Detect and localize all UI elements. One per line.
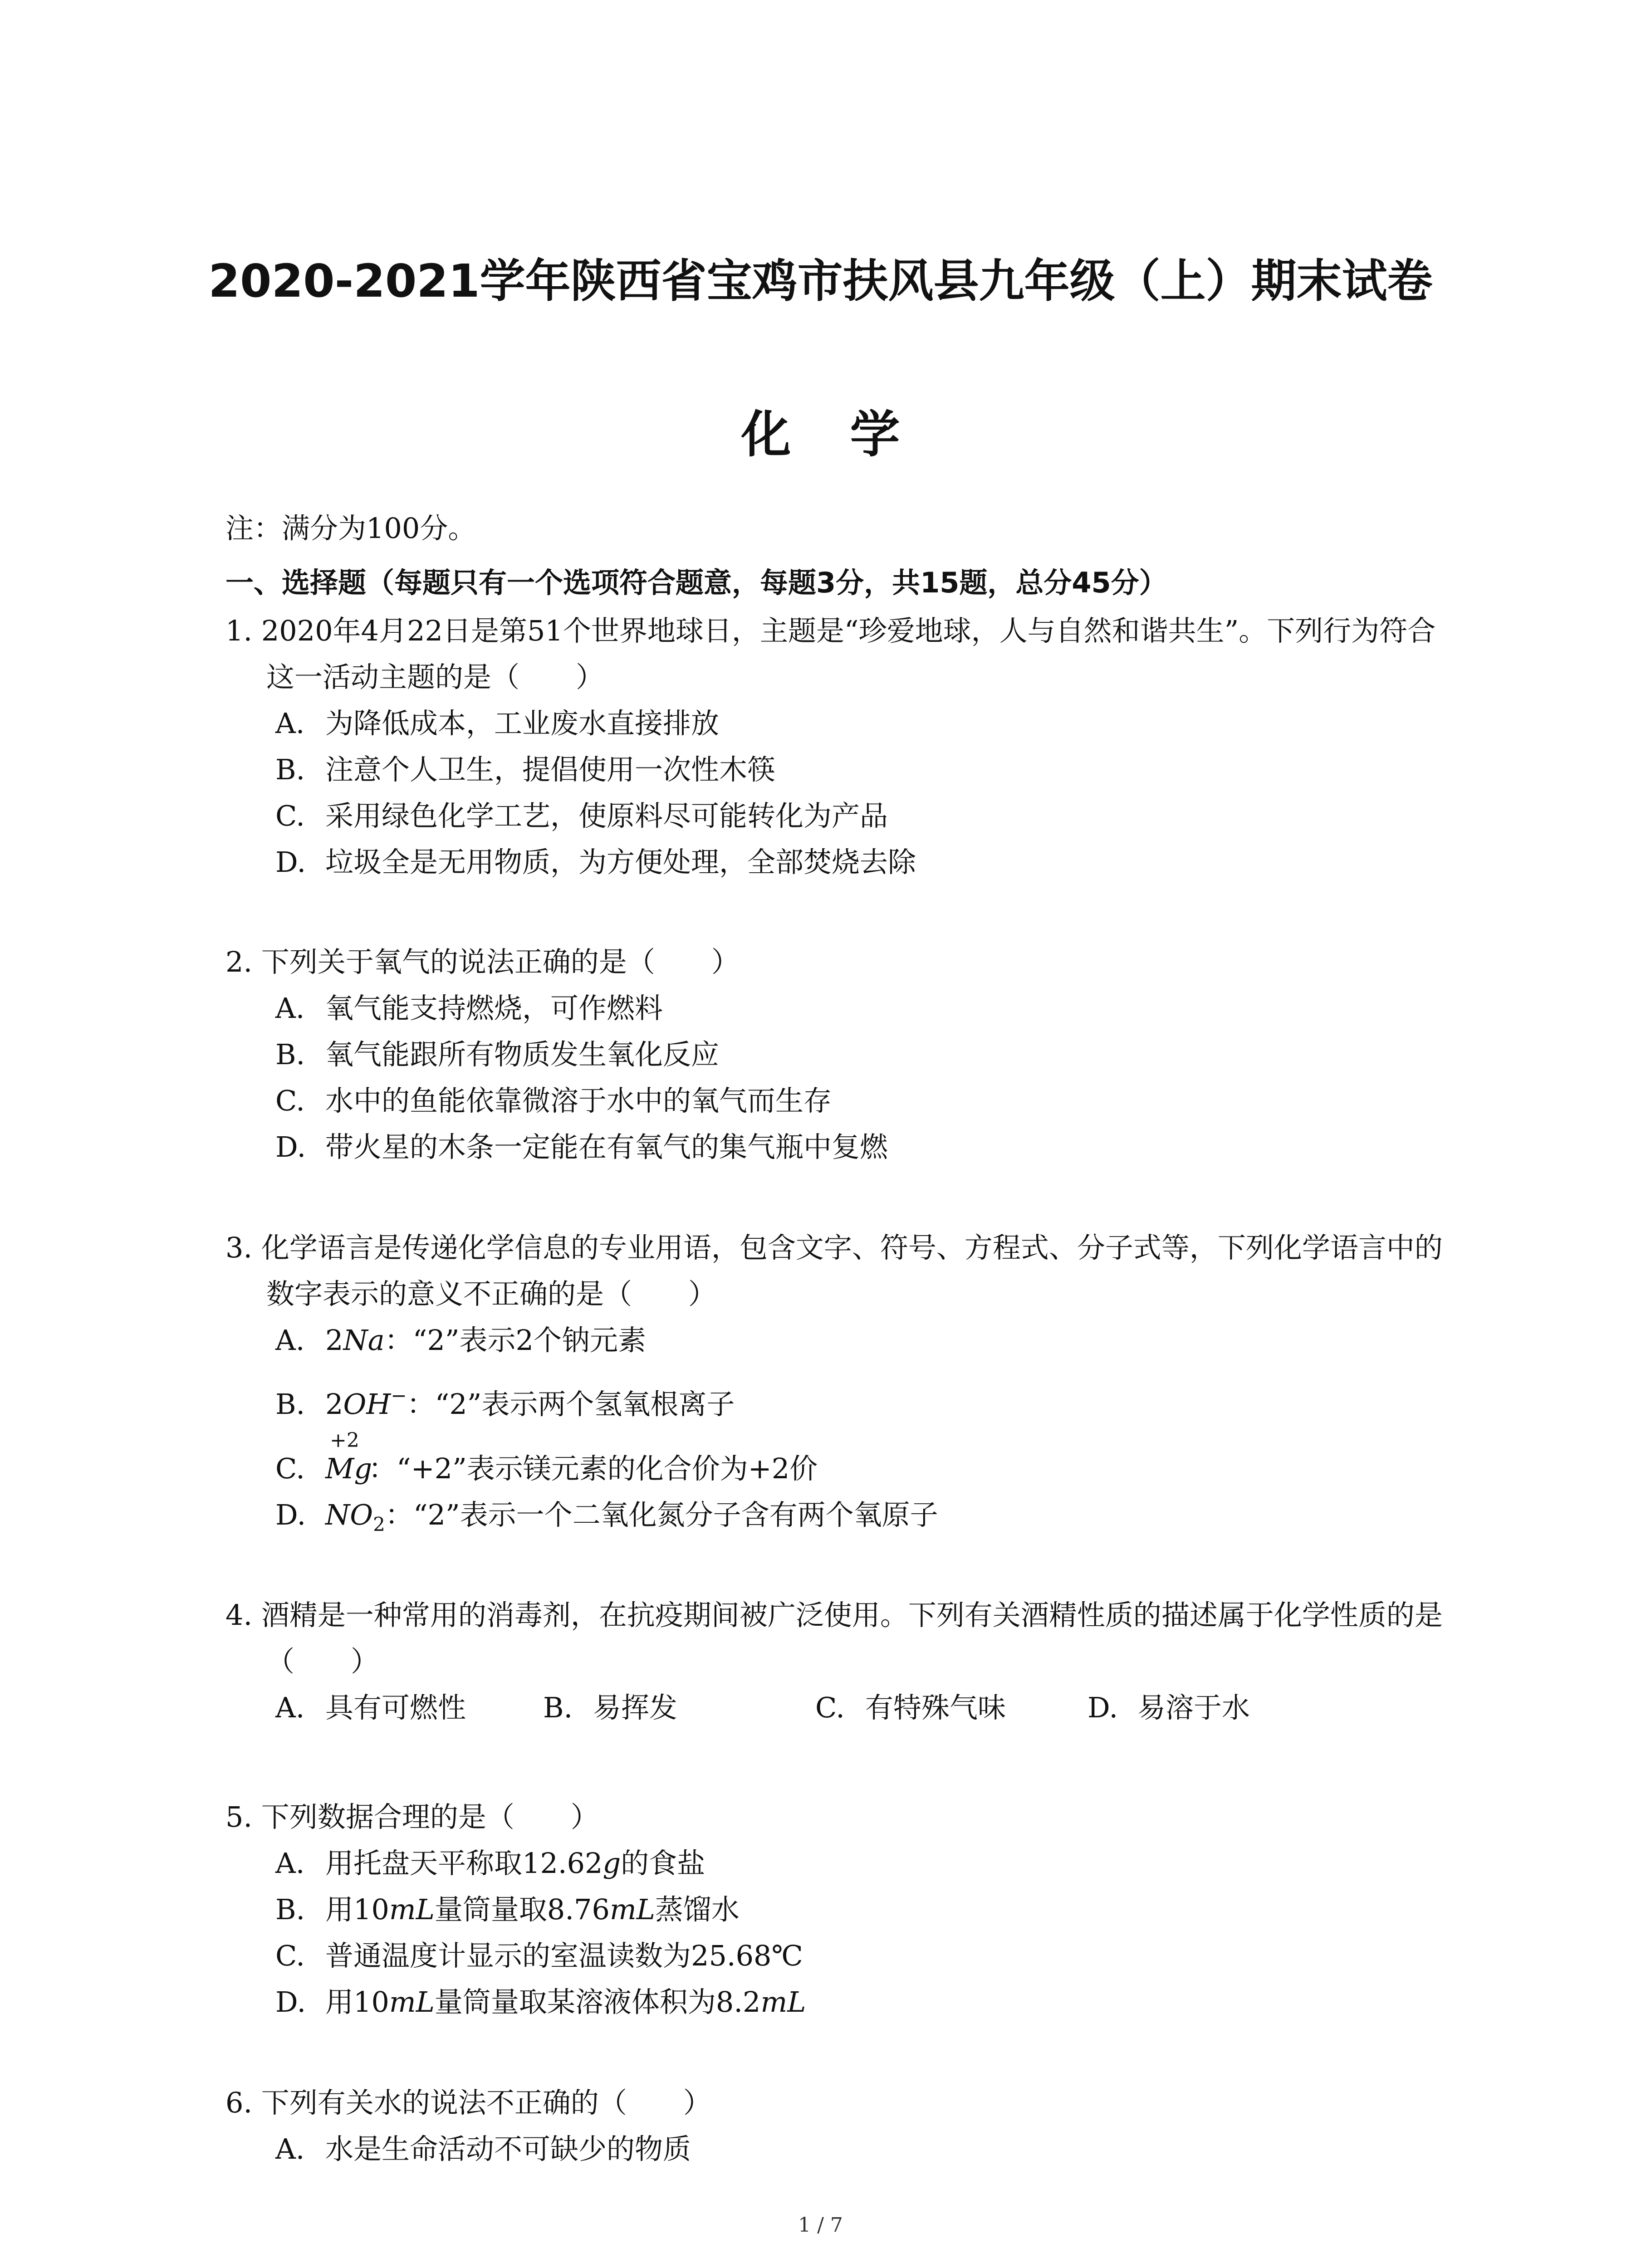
options-row: [225, 1685, 1450, 1731]
option-c: C. 普通温度计显示的室温读数为25.68℃: [275, 1939, 803, 1972]
question-3: [225, 1225, 1450, 1548]
exam-title: 2020-2021学年陕西省宝鸡市扶风县九年级（上）期末试卷: [208, 254, 1433, 308]
question-5: [225, 1794, 1450, 2025]
option-c: C. +2 Mg：“+2”表示镁元素的化合价为+2价: [225, 1446, 1450, 1492]
question-stem: 6. 下列有关水的说法不正确的（ ）: [225, 2086, 711, 2119]
option-b: B. 用10mL量筒量取8.76mL蒸馏水: [275, 1893, 740, 1926]
option-b: B. 氧气能跟所有物质发生氧化反应: [275, 1038, 720, 1071]
subject-title: 化学: [741, 406, 959, 464]
option-b: B. 2OH−：“2”表示两个氢氧根离子: [275, 1384, 735, 1421]
section-heading: 一、选择题（每题只有一个选项符合题意，每题3分，共15题，总分45分）: [225, 566, 1167, 599]
option-a: A. 水是生命活动不可缺少的物质: [275, 2132, 691, 2165]
question-4: [225, 1592, 1450, 1731]
option-c: C. 有特殊气味: [815, 1691, 1006, 1724]
option-d: D. $NO_2$：“2”表示一个二氧化氮分子含有两个氧原子: [275, 1498, 938, 1535]
option-b: B. 易挥发: [543, 1691, 678, 1724]
valence-symbol: +2 Mg: [325, 1429, 372, 1485]
question-6: [225, 2080, 1450, 2172]
option-a: A. 具有可燃性: [275, 1691, 466, 1724]
option-d: D. 易溶于水: [1087, 1691, 1250, 1724]
option-c: C. 水中的鱼能依靠微溶于水中的氧气而生存: [275, 1084, 832, 1117]
option-d: D. 带火星的木条一定能在有氧气的集气瓶中复燃: [275, 1130, 888, 1163]
question-2: [225, 939, 1450, 1170]
option-a: A. 2Na：“2”表示2个钠元素: [275, 1324, 646, 1357]
option-a: A. 氧气能支持燃烧，可作燃料: [275, 992, 663, 1025]
option-a: A. 为降低成本，工业废水直接排放: [275, 707, 720, 740]
option-b: B. 注意个人卫生，提倡使用一次性木筷: [275, 753, 776, 786]
option-d: D. 用10mL量筒量取某溶液体积为8.2mL: [275, 1985, 806, 2019]
question-stem: 3. 化学语言是传递化学信息的专业用语，包含文字、符号、方程式、分子式等，下列化学语言中的数字表示的意义不正确的是（ ）: [225, 1231, 1443, 1310]
question-stem: 1. 2020年4月22日是第51个世界地球日，主题是“珍爱地球，人与自然和谐共生”。下列行为符合这一活动主题的是（ ）: [225, 614, 1436, 694]
question-stem: 4. 酒精是一种常用的消毒剂，在抗疫期间被广泛使用。下列有关酒精性质的描述属于化学性质的是（ ）: [225, 1598, 1443, 1678]
option-d: D. 垃圾全是无用物质，为方便处理，全部焚烧去除: [275, 846, 916, 879]
question-1: [225, 608, 1450, 885]
option-c: C. 采用绿色化学工艺，使原料尽可能转化为产品: [275, 799, 888, 832]
page-number: 1 / 7: [798, 2214, 843, 2237]
score-note: 注：满分为100分。: [225, 512, 476, 545]
question-stem: 2. 下列关于氧气的说法正确的是（ ）: [225, 945, 740, 978]
option-a: A. 用托盘天平称取12.62g的食盐: [275, 1847, 705, 1880]
question-stem: 5. 下列数据合理的是（ ）: [225, 1800, 599, 1833]
